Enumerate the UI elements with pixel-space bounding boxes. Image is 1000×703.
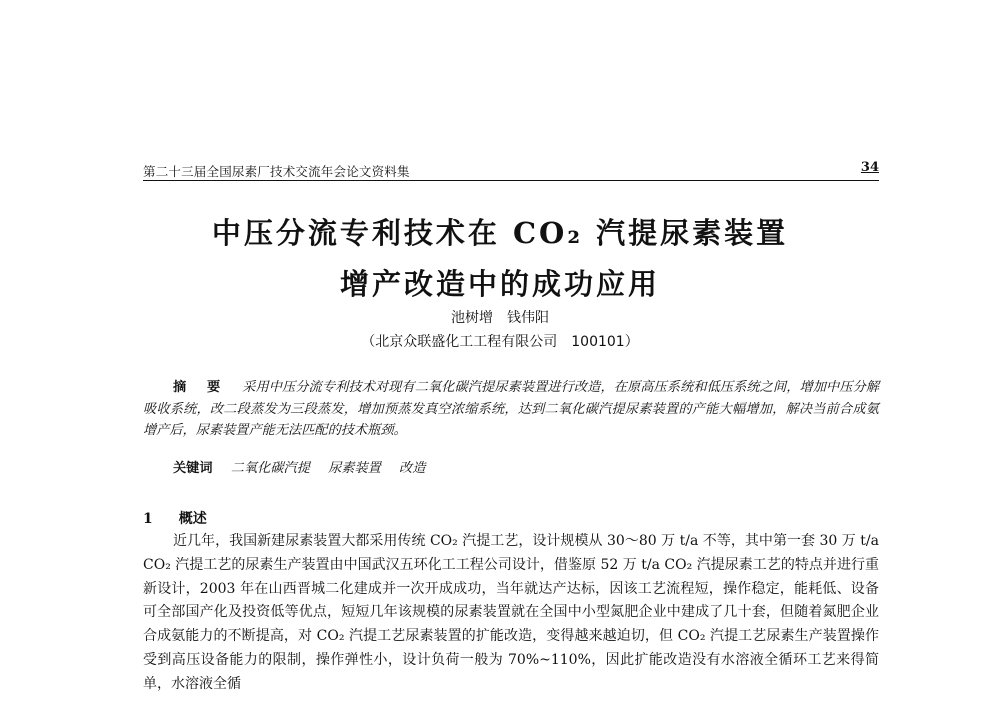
abstract-text: 采用中压分流专利技术对现有二氧化碳汽提尿素装置进行改造，在原高压系统和低压系统之间，增加中压分解吸收系统，改二段蒸发为三段蒸发，增加预蒸发真空浓缩系统，达到二氧化碳汽提尿素装置的产能大幅增加，解决当前合成氨增产后，尿素装置产能无法匹配的技术瓶颈。 bbox=[143, 380, 880, 438]
paper-title-line-2: 增产改造中的成功应用 bbox=[339, 267, 660, 301]
running-header bbox=[143, 160, 879, 181]
section-number: 1 bbox=[143, 511, 153, 527]
section-body: 近几年，我国新建尿素装置大都采用传统 CO₂ 汽提工艺，设计规模从 30～80 万 t/a 不等，其中第一套 30 万 t/a CO₂ 汽提工艺的尿素生产装置由中国武汉五环化工工程公司设计，借鉴原 52 万 t/a CO₂ 汽提尿素工艺的特点并进行重新设计，2003 年在山西晋城二化建成并一次开成成功，当年就达产达标，因该工艺流程短，操作稳定，能耗低、设备可全部国产化及投资低等优点，短短几年该规模的尿素装置就在全国中小型氮肥企业中建成了几十套，但随着氮肥企业合成氨能力的不断提高，对 CO₂ 汽提工艺尿素装置的扩能改造，变得越来越迫切，但 CO₂ 汽提工艺尿素生产装置操作受到高压设备能力的限制，操作弹性小，设计负荷一般为 70%~110%，因此扩能改造没有水溶液全循环工艺来得简单，水溶液全循 bbox=[143, 533, 879, 692]
section-heading bbox=[143, 508, 207, 528]
authors: 池树增 钱伟阳 bbox=[451, 310, 549, 326]
keyword-item: 改造 bbox=[399, 461, 426, 476]
collection-title: 第二十三届全国尿素厂技术交流年会论文资料集 bbox=[143, 164, 410, 179]
keyword-item: 二氧化碳汽提 bbox=[230, 461, 310, 476]
keywords bbox=[173, 457, 879, 476]
abstract-label: 摘 要 bbox=[173, 380, 229, 395]
affiliation: （北京众联盛化工工程有限公司 100101） bbox=[361, 334, 639, 350]
keywords-label: 关键词 bbox=[173, 461, 213, 476]
page-number: 34 bbox=[860, 160, 879, 175]
keyword-item: 尿素装置 bbox=[328, 461, 381, 476]
abstract bbox=[143, 377, 879, 442]
paper-title-line-1: 中压分流专利技术在 CO₂ 汽提尿素装置 bbox=[211, 216, 789, 250]
section-title: 概述 bbox=[178, 511, 207, 527]
